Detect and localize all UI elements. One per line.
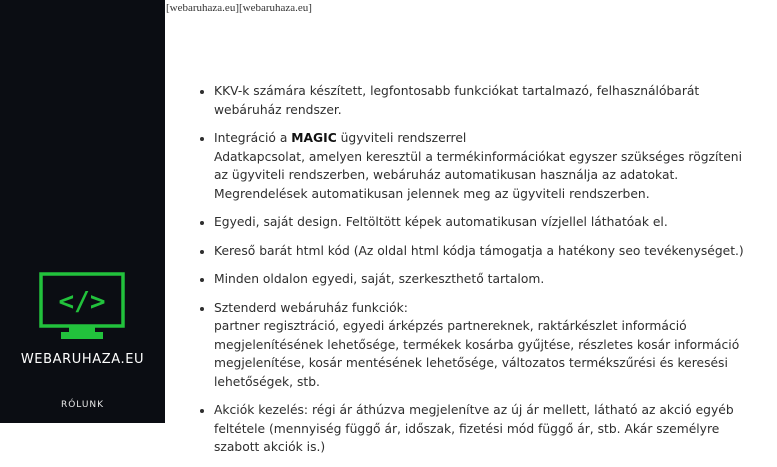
feature-text: Akciók kezelés: régi ár áthúzva megjelenítve az új ár mellett, látható az akció egyéb feltétele (mennyiség függő ár, időszak, fizetési mód függő ár, stb. Akár személyre szabott akciók is.) (214, 403, 734, 454)
list-item (214, 213, 756, 232)
feature-title-bold: MAGIC (291, 131, 337, 145)
code-monitor-icon[interactable] (39, 272, 127, 342)
feature-title-suffix: ügyviteli rendszerrel (336, 131, 467, 145)
feature-text: Egyedi, saját design. Feltöltött képek automatikusan vízjellel láthatóak el. (214, 215, 668, 229)
site-name[interactable]: WEBARUHAZA.EU (20, 352, 145, 367)
header-link[interactable]: [webaruhaza.eu][webaruhaza.eu] (166, 2, 312, 14)
nav-item-about[interactable]: RÓLUNK (60, 400, 105, 410)
feature-title: • Sztenderd webáruház funkciók: (214, 300, 408, 315)
list-item (214, 82, 756, 119)
feature-text: Adatkapcsolat, amelyen keresztül a termékinformációkat egyszer szükséges rögzíteni az ügyviteli rendszerben, webáruház automatikusan használja az adatokat. Megrendelések automatikusan jelennek meg az ügyviteli rendszerben. (214, 149, 743, 201)
list-item (214, 401, 756, 457)
list-item (214, 270, 756, 289)
feature-list (196, 82, 756, 457)
feature-text: Minden oldalon egyedi, saját, szerkeszthető tartalom. (214, 272, 545, 286)
sidebar (0, 0, 165, 423)
list-item (214, 299, 756, 392)
list-item (214, 242, 756, 261)
feature-text: KKV-k számára készített, legfontosabb funkciókat tartalmazó, felhasználóbarát webáruház rendszer. (214, 84, 700, 117)
feature-title-prefix: Integráció a (214, 131, 292, 145)
logo-symbol: </> (58, 287, 106, 317)
feature-title (214, 129, 756, 148)
feature-text: Kereső barát html kód (Az oldal html kódja támogatja a hatékony seo tevékenységet.) (214, 243, 744, 258)
feature-list-container (196, 82, 756, 467)
feature-text: partner regisztráció, egyedi árképzés partnereknek, raktárkészlet információ megjelenítésének lehetősége, termékek kosárba gyűjtése, részletes kosár információ megjelenítése, kosár mentésének lehetősége, változatos termékszűrési és keresési lehetőségek, stb. (214, 319, 740, 389)
list-item (214, 129, 756, 203)
